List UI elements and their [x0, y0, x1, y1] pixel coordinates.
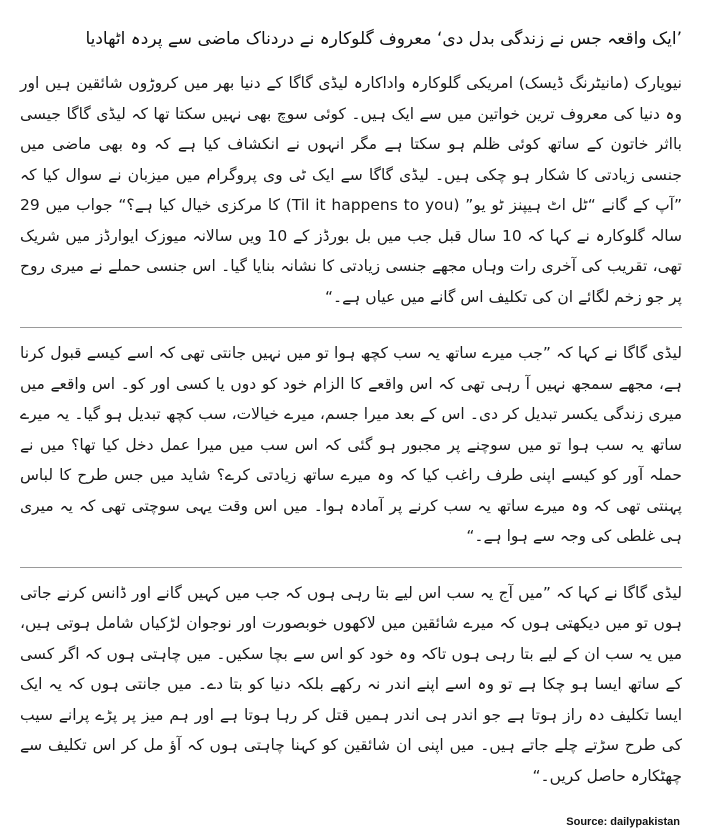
article-paragraph-2: لیڈی گاگا نے کہا کہ ”جب میرے ساتھ یہ سب کچھ ہوا تو میں نہیں جانتی تھی کہ اسے کیسے قبول کرنا ہے، مجھے سمجھ نہیں آ رہی تھی کہ اس واقعے کا الزام خود کو دوں یا کسی اور کو۔ اس واقعے میں میری زندگی یکسر تبدیل کر دی۔ اس کے بعد میرا جسم، میرے خیالات، سب کچھ تبدیل ہو گیا۔ یہ میرے ساتھ یہ سب ہوا تو میں سوچنے پر مجبور ہو گئی کہ اس سب میں میرا عمل دخل کیا تھا؟ میں نے حملہ آور کو کیسے اپنی طرف راغب کیا کہ وہ میرے ساتھ زیادتی کرے؟ شاید میں جس طرح کا لباس پہنتی تھی کہ وہ میرے ساتھ یہ سب کرنے پر آمادہ ہوا۔ میں اس وقت یہی سوچتی تھی کہ یہ میری ہی غلطی کی وجہ سے ہوا ہے۔“ — [20, 327, 682, 552]
article-paragraph-1: نیویارک (مانیٹرنگ ڈیسک) امریکی گلوکارہ واداکارہ لیڈی گاگا کے دنیا بھر میں کروڑوں شائقین ہیں اور وہ دنیا کی معروف ترین خواتین میں سے ایک ہیں۔ کوئی سوچ بھی نہیں سکتا تھا کہ لیڈی گاگا جیسی بااثر خاتون کے ساتھ کوئی ظلم ہو سکتا ہے مگر انہوں نے انکشاف کیا ہے کہ وہ بھی ماضی میں جنسی زیادتی کا شکار ہو چکی ہیں۔ لیڈی گاگا سے ایک ٹی وی پروگرام میں میزبان نے سوال کیا کہ ”آپ کے گانے “ٹل اٹ ہیپنز ٹو یو” (Til it happens to you) کا مرکزی خیال کیا ہے؟“ جواب میں 29 سالہ گلوکارہ نے کہا کہ 10 سال قبل جب میں بل بورڈز کے 10 ویں سالانہ میوزک ایوارڈز میں شریک تھی، تقریب کی آخری رات وہاں مجھے جنسی زیادتی کا نشانہ بنایا گیا۔ اس جنسی حملے نے میری روح پر جو زخم لگائے ان کی تکلیف اس گانے میں عیاں ہے۔“ — [20, 74, 683, 306]
article-paragraph-3: لیڈی گاگا نے کہا کہ ”میں آج یہ سب اس لیے بتا رہی ہوں کہ جب میں کہیں گانے اور ڈانس کرنے جاتی ہوں تو میں دیکھتی ہوں کہ میرے شائقین میں لاکھوں خوبصورت اور نوجوان لڑکیاں شامل ہوتی ہیں، میں یہ سب ان کے لیے بتا رہی ہوں تاکہ وہ خود کو اس سے بچا سکیں۔ میں چاہتی ہوں کہ اگر کسی کے ساتھ ایسا ہو چکا ہے تو وہ اسے اپنے اندر نہ رکھے بلکہ دنیا کو بتا دے۔ میں جانتی ہوں کہ یہ ایک ایسا تکلیف دہ راز ہوتا ہے جو اندر ہی اندر ہمیں قتل کر رہا ہوتا ہے اور ہم میز پر پڑے پرانے سیب کی طرح سڑتے چلے جاتے ہیں۔ میں اپنی ان شائقین کو کہنا چاہتی ہوں کہ آؤ مل کر اس تکلیف سے چھٹکارہ حاصل کریں۔“ — [20, 567, 682, 792]
source-credit: Source: dailypakistan — [566, 816, 680, 828]
article-headline: ’ایک واقعہ جس نے زندگی بدل دی‘ معروف گلوکارہ نے دردناک ماضی سے پردہ اٹھادیا — [85, 29, 682, 49]
